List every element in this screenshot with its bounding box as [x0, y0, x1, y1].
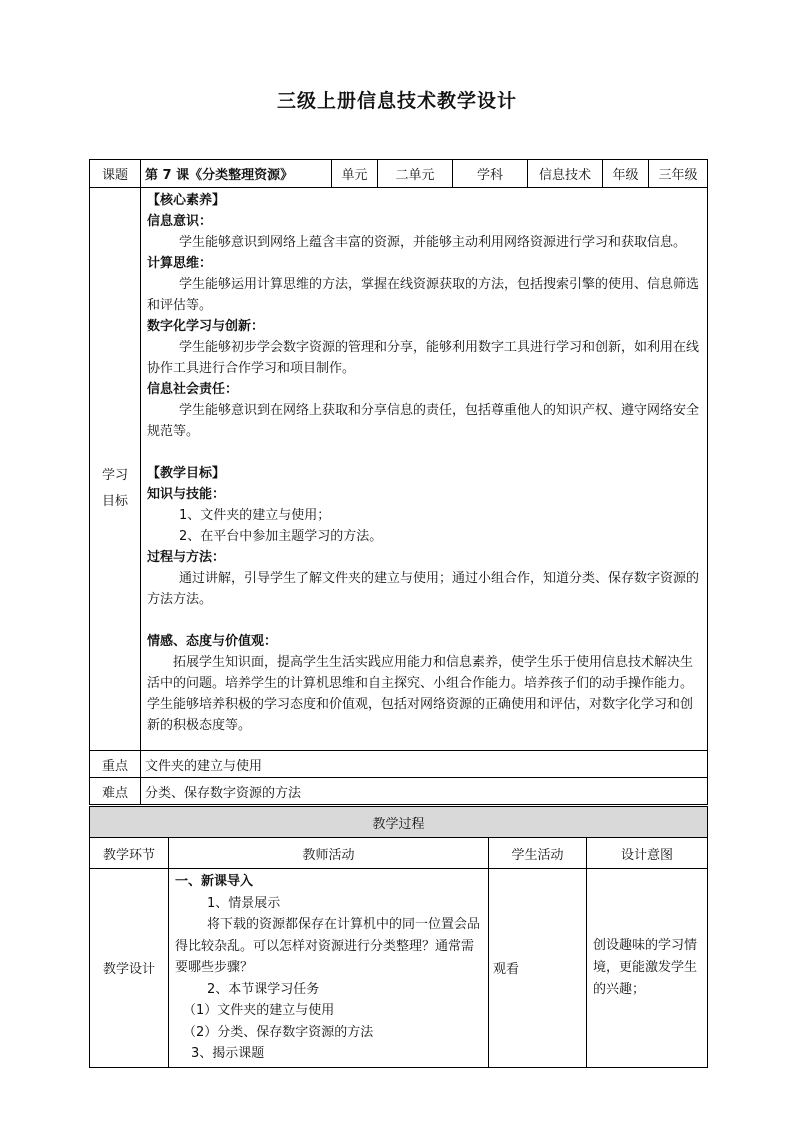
digital-learning-text: 学生能够初步学会数字资源的管理和分享，能够利用数字工具进行学习和创新，如利用在线协作工具进行合作学习和项目制作。 [147, 340, 700, 376]
grade-value: 三年级 [649, 160, 708, 188]
core-literacy-heading: 【核心素养】 [147, 193, 226, 208]
teacher-step-4: 2、本节课学习任务 [207, 981, 320, 997]
info-awareness-text: 学生能够意识到网络上蕴含丰富的资源，并能够主动利用网络资源进行学习和获取信息。 [179, 235, 687, 250]
lesson-label: 课题 [90, 160, 141, 188]
unit-label: 单元 [332, 160, 378, 188]
unit-value: 二单元 [378, 160, 453, 188]
teacher-step-2: 1、情景展示 [207, 895, 281, 911]
teacher-step-5: （1）文件夹的建立与使用 [183, 1003, 335, 1018]
design-intent: 创设趣味的学习情境，更能激发学生的兴趣； [587, 869, 708, 1068]
teacher-step-1: 一、新课导入 [175, 874, 254, 889]
header-stage: 教学环节 [90, 838, 169, 869]
header-student: 学生活动 [489, 838, 587, 869]
social-responsibility-text: 学生能够意识到在网络上获取和分享信息的责任，包括尊重他人的知识产权、遵守网络安全规范等。 [147, 403, 700, 439]
subject-label: 学科 [453, 160, 528, 188]
key-point-label: 重点 [90, 751, 141, 778]
difficulty-label: 难点 [90, 778, 141, 805]
goals-label-line2: 目标 [101, 494, 128, 509]
knowledge-skill-1: 1、文件夹的建立与使用； [179, 508, 331, 523]
teaching-process-table [89, 806, 708, 1068]
process-method-title: 过程与方法： [147, 550, 226, 565]
social-responsibility-title: 信息社会责任： [147, 382, 239, 397]
stage-cell: 教学设计 [90, 869, 169, 1068]
grade-label: 年级 [603, 160, 649, 188]
teacher-step-7: 3、揭示课题 [191, 1046, 265, 1061]
document-title: 三级上册信息技术教学设计 [276, 90, 517, 112]
teaching-goals-heading: 【教学目标】 [147, 466, 226, 481]
process-title: 教学过程 [90, 807, 708, 838]
header-teacher: 教师活动 [169, 838, 489, 869]
subject-value: 信息技术 [528, 160, 603, 188]
key-point-value: 文件夹的建立与使用 [141, 751, 708, 778]
lesson-info-table [89, 159, 708, 805]
digital-learning-title: 数字化学习与创新： [147, 319, 265, 334]
lesson-value: 第 7 课《分类整理资源》 [141, 160, 332, 188]
goals-label-line1: 学习 [101, 468, 128, 483]
student-activity: 观看 [489, 869, 587, 1068]
teacher-activity [169, 869, 489, 1068]
computational-thinking-title: 计算思维： [147, 256, 213, 271]
goals-label [90, 188, 141, 751]
emotion-values-text: 拓展学生知识面，提高学生生活实践应用能力和信息素养，使学生乐于使用信息技术解决生活中的问题。培养学生的计算机思维和自主探究、小组合作能力。培养孩子们的动手操作能力。学生能够培养积极的学习态度和价值观，包括对网络资源的正确使用和评估，对数字化学习和创新的积极态度等。 [147, 655, 694, 733]
header-intent: 设计意图 [587, 838, 708, 869]
teacher-step-6: （2）分类、保存数字资源的方法 [183, 1024, 374, 1040]
knowledge-skills-title: 知识与技能： [147, 487, 226, 502]
emotion-values-title: 情感、态度与价值观： [147, 634, 278, 649]
computational-thinking-text: 学生能够运用计算思维的方法，掌握在线资源获取的方法，包括搜索引擎的使用、信息筛选和评估等。 [147, 277, 700, 313]
difficulty-value: 分类、保存数字资源的方法 [141, 778, 708, 805]
info-awareness-title: 信息意识： [147, 214, 213, 229]
goals-content [141, 188, 708, 751]
process-method-text: 通过讲解，引导学生了解文件夹的建立与使用；通过小组合作，知道分类、保存数字资源的方法方法。 [147, 571, 700, 607]
teacher-step-3: 将下载的资源都保存在计算机中的同一位置会品得比较杂乱。可以怎样对资源进行分类整理？通常需要哪些步骤？ [175, 917, 481, 975]
knowledge-skill-2: 2、在平台中参加主题学习的方法。 [179, 529, 383, 544]
